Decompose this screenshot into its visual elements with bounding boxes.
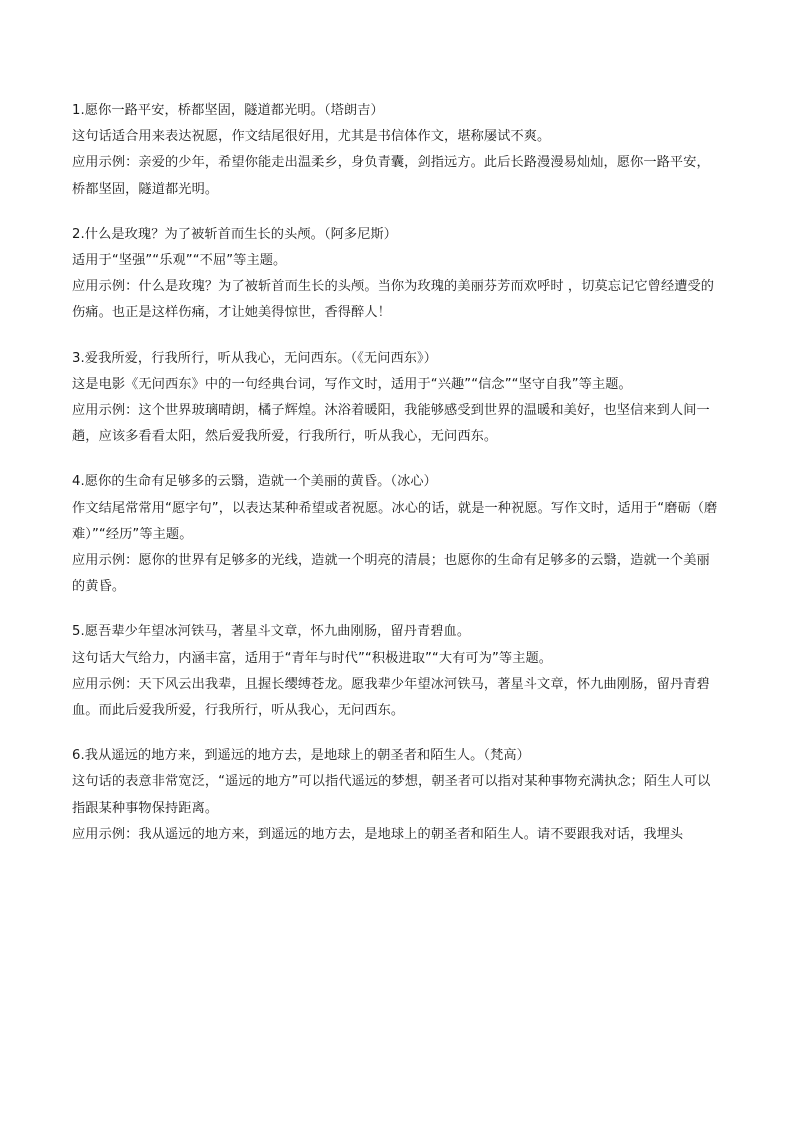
quote-entry-1 <box>72 98 720 203</box>
usage-note: 适用于“坚强”“乐观”“不屈”等主题。 <box>72 253 287 269</box>
quote-entry-3 <box>72 346 720 451</box>
usage-note: 这句话的表意非常宽泛，“遥远的地方”可以指代遥远的梦想，朝圣者可以指对某种事物充满执念；陌生人可以指跟某种事物保持距离。 <box>72 774 711 816</box>
quote-entry-4 <box>72 469 720 600</box>
quote-line: 3.爱我所爱，行我所行，听从我心，无问西东。（《无问西东》） <box>72 350 438 366</box>
usage-example: 应用示例：愿你的世界有足够多的光线，造就一个明亮的清晨；也愿你的生命有足够多的云翳，造就一个美丽的黄昏。 <box>72 553 710 595</box>
usage-note: 这是电影《无问西东》中的一句经典台词，写作文时，适用于“兴趣”“信念”“坚守自我”等主题。 <box>72 376 632 392</box>
usage-note: 这句话大气给力，内涵丰富，适用于“青年与时代”“积极进取”“大有可为”等主题。 <box>72 650 553 666</box>
usage-example: 应用示例：亲爱的少年，希望你能走出温柔乡，身负青囊，剑指远方。此后长路漫漫易灿灿，愿你一路平安，桥都坚固，隧道都光明。 <box>72 155 710 197</box>
quote-line: 2.什么是玫瑰？为了被斩首而生长的头颅。（阿多尼斯） <box>72 226 398 242</box>
usage-example: 应用示例：这个世界玻璃晴朗，橘子辉煌。沐浴着暖阳，我能够感受到世界的温暖和美好，也坚信来到人间一趟，应该多看看太阳，然后爱我所爱，行我所行，听从我心，无问西东。 <box>72 403 710 445</box>
quote-entry-6 <box>72 743 720 848</box>
document-page <box>72 98 720 867</box>
usage-example: 应用示例：我从遥远的地方来，到遥远的地方去，是地球上的朝圣者和陌生人。请不要跟我对话，我埋头 <box>72 826 684 842</box>
quote-line: 6.我从遥远的地方来，到遥远的地方去，是地球上的朝圣者和陌生人。（梵高） <box>72 748 530 764</box>
usage-note: 作文结尾常常用“愿字句”，以表达某种希望或者祝愿。冰心的话，就是一种祝愿。写作文时，适用于“磨砺（磨难）”“经历”等主题。 <box>72 500 718 542</box>
quote-entry-5 <box>72 619 720 724</box>
quote-line: 4.愿你的生命有足够多的云翳，造就一个美丽的黄昏。（冰心） <box>72 474 437 490</box>
quote-line: 1.愿你一路平安，桥都坚固，隧道都光明。（塔朗吉） <box>72 103 384 118</box>
quote-entry-2 <box>72 222 720 327</box>
usage-example: 应用示例：天下风云出我辈，且握长缨缚苍龙。愿我辈少年望冰河铁马，著星斗文章，怀九曲刚肠，留丹青碧血。而此后爱我所爱，行我所行，听从我心，无问西东。 <box>72 676 710 719</box>
usage-note: 这句话适合用来表达祝愿，作文结尾很好用，尤其是书信体作文，堪称屡试不爽。 <box>72 129 551 145</box>
quote-line: 5.愿吾辈少年望冰河铁马，著星斗文章，怀九曲刚肠，留丹青碧血。 <box>72 624 471 640</box>
usage-example: 应用示例：什么是玫瑰？为了被斩首而生长的头颅。当你为玫瑰的美丽芬芳而欢呼时 ，切莫忘记它曾经遭受的伤痛。也正是这样伤痛，才让她美得惊世，香得醉人！ <box>72 279 715 321</box>
